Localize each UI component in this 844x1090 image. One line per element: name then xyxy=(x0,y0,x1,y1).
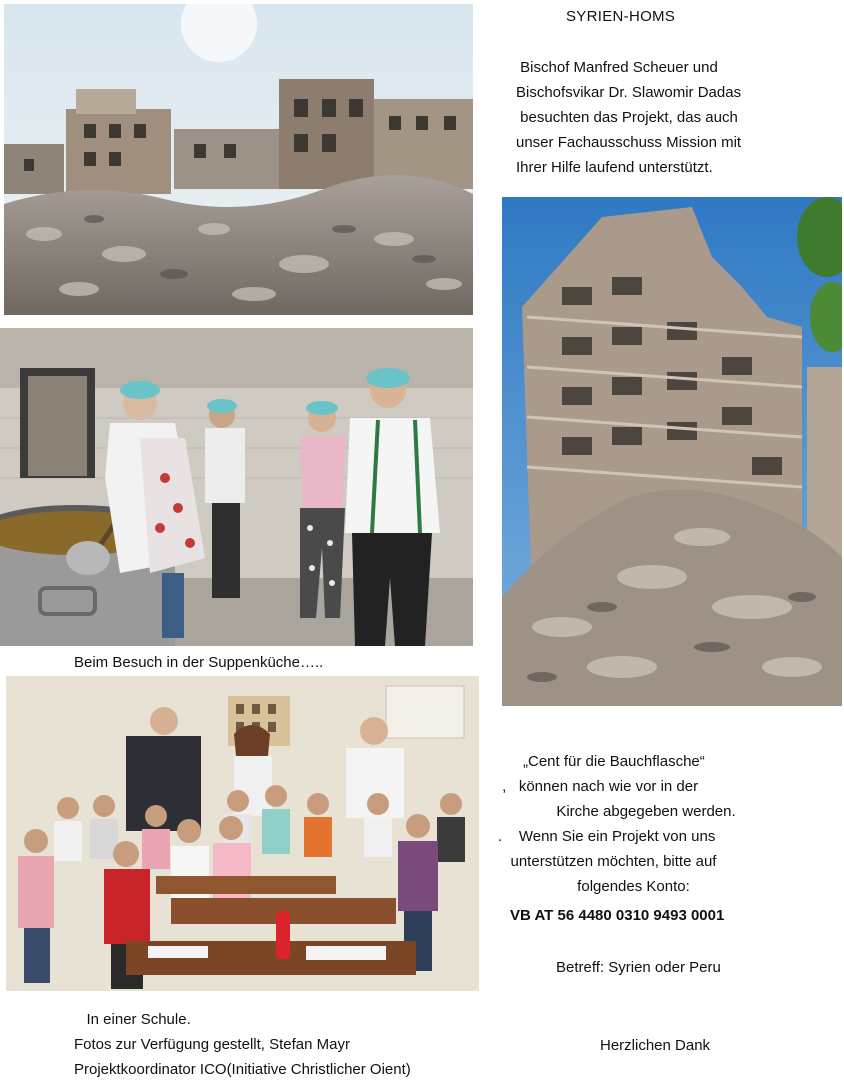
intro-line: Bischofsvikar Dr. Slawomir Dadas xyxy=(516,84,742,101)
donation-line: unterstützen möchten, bitte auf xyxy=(498,853,717,870)
donation-paragraph xyxy=(498,749,736,899)
school-caption xyxy=(74,1007,411,1082)
thanks-text: Herzlichen Dank xyxy=(600,1037,711,1054)
kitchen-caption: Beim Besuch in der Suppenküche….. xyxy=(74,654,324,671)
intro-line: Bischof Manfred Scheuer und xyxy=(516,59,718,76)
intro-paragraph xyxy=(516,55,741,180)
reference-line: Betreff: Syrien oder Peru xyxy=(556,959,721,976)
intro-line: unser Fachausschuss Mission mit xyxy=(516,134,742,151)
ruins-photo xyxy=(4,4,473,315)
bank-account-number: VB AT 56 4480 0310 9493 0001 xyxy=(510,907,725,924)
school-caption-line: Projektkoordinator ICO(Initiative Christlicher Oient) xyxy=(74,1061,411,1078)
destroyed-tower-photo xyxy=(502,197,842,706)
donation-line: , können nach wie vor in der xyxy=(498,778,699,795)
school-photo xyxy=(6,676,479,991)
school-caption-line: Fotos zur Verfügung gestellt, Stefan Mayr xyxy=(74,1036,350,1053)
donation-line: „Cent für die Bauchflasche“ xyxy=(498,753,705,770)
school-caption-line: In einer Schule. xyxy=(74,1011,191,1028)
donation-line: . Wenn Sie ein Projekt von uns xyxy=(498,828,716,845)
page-title: SYRIEN-HOMS xyxy=(566,8,676,25)
intro-line: besuchten das Projekt, das auch xyxy=(516,109,738,126)
donation-line: folgendes Konto: xyxy=(498,878,690,895)
intro-line: Ihrer Hilfe laufend unterstützt. xyxy=(516,159,713,176)
soup-kitchen-photo xyxy=(0,328,473,646)
donation-line: Kirche abgegeben werden. xyxy=(498,803,736,820)
